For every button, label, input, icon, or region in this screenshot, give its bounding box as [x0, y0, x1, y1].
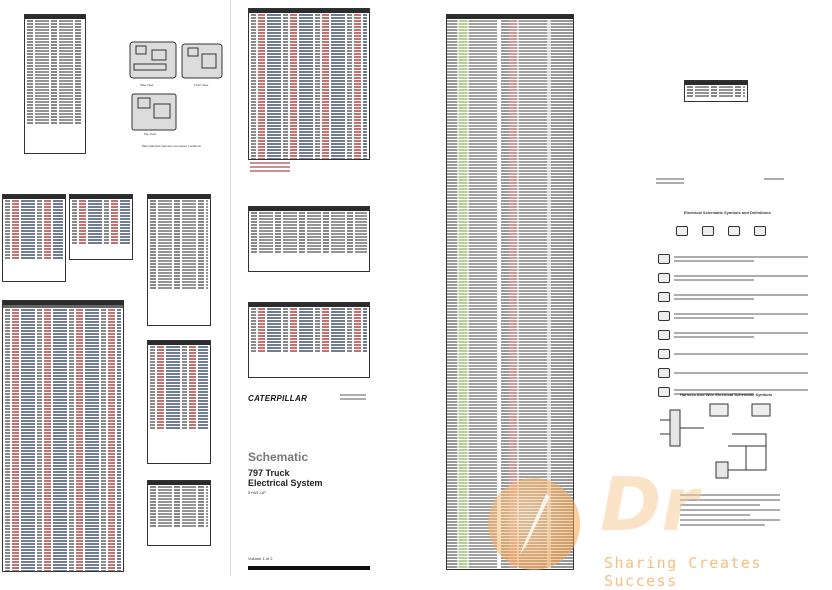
def-icon-8: [658, 387, 670, 397]
watermark-pen-icon: [510, 490, 560, 560]
views-caption: Main Harness Harness Connector Locations: [142, 144, 201, 148]
connector-table-4: [147, 194, 211, 326]
cover-title: Schematic: [248, 450, 309, 464]
system-table-top: [248, 8, 370, 160]
def-icon-1: [658, 254, 670, 264]
table-notes: [250, 162, 290, 172]
symbol-row: [676, 226, 776, 240]
sheet-header-left: [656, 178, 684, 184]
symbols-heading: Electrical Schematic Symbols and Definitions: [684, 210, 771, 215]
front-view-label: Front View: [194, 83, 209, 87]
cover-small-text: [340, 394, 366, 400]
cover-serial: 5YW1-UP: [248, 490, 266, 495]
def-icon-7: [658, 368, 670, 378]
connector-table-5: [147, 340, 211, 464]
harness-heading: Harness And Wire Electrical Schematic Symbols: [680, 392, 773, 397]
side-view-label: Side View: [140, 83, 154, 87]
def-icon-2: [658, 273, 670, 283]
watermark-tagline: Sharing Creates Success: [604, 554, 762, 590]
symbol-icon-1: [676, 226, 688, 236]
cover-volume: Volume 1 of 2: [248, 556, 273, 561]
def-icon-4: [658, 311, 670, 321]
connector-table-6: [147, 480, 211, 546]
side-view-drawing: [130, 42, 176, 78]
connector-table-3: [69, 194, 133, 260]
revision-box: [684, 80, 748, 102]
connector-table-1: [24, 14, 86, 154]
definitions-list: [658, 254, 808, 397]
component-views-diagram: [122, 38, 232, 153]
system-table-lower: [248, 302, 370, 378]
symbol-icon-2: [702, 226, 714, 236]
system-table-middle: [248, 206, 370, 272]
wire-table-large: [2, 300, 124, 572]
sheet-header-right: [764, 178, 784, 180]
caterpillar-logo: CATERPILLAR: [248, 394, 308, 403]
cover-model-line1: 797 Truck: [248, 468, 290, 478]
symbol-icon-4: [754, 226, 766, 236]
def-icon-3: [658, 292, 670, 302]
front-view-drawing: [182, 44, 222, 78]
cover-model-line2: Electrical System: [248, 478, 323, 488]
connector-table-2: [2, 194, 66, 282]
top-view-label: Top View: [144, 132, 157, 136]
def-icon-6: [658, 349, 670, 359]
watermark-letters: Dr: [600, 462, 698, 548]
def-icon-5: [658, 330, 670, 340]
cover-bottom-rule: [248, 566, 370, 570]
top-view-drawing: [132, 94, 176, 130]
symbol-icon-3: [728, 226, 740, 236]
